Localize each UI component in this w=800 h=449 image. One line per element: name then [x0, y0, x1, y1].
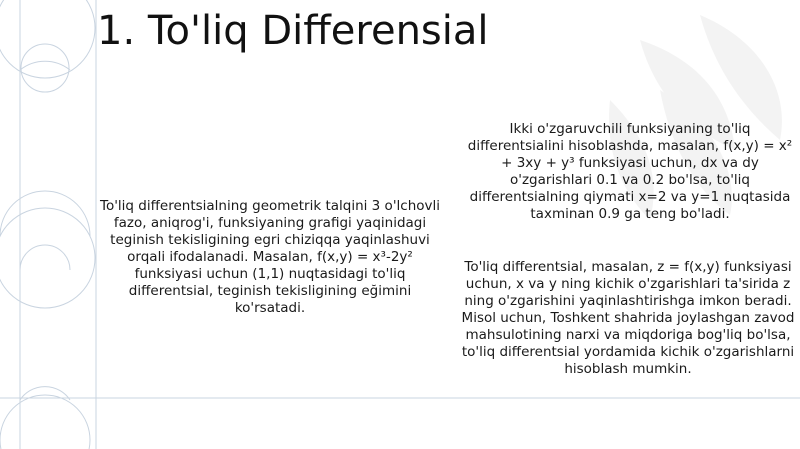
slide-title: 1. To'liq Differensial — [97, 8, 489, 54]
paragraph-geometric-interpretation: To'liq differentsialning geometrik talqini 3 o'lchovli fazo, aniqrog'i, funksiyaning grafigi yaqinidagi teginish tekisligining egri chiziqqa yaqinlashuvi orqali ifodalanadi. Masalan, f(x,y) = x³-2y² funksiyasi uchun (1,1) nuqtasidagi to'liq differentsial, teginish tekisligining eğimini ko'rsatadi. — [100, 198, 441, 316]
paragraph-application-example: To'liq differentsial, masalan, z = f(x,y) funksiyasi uchun, x va y ning kichik o'zgarishlari ta'sirida z ning o'zgarishini yaqinlashtirishga imkon beradi. Misol uchun, Toshkent shahrida joylashgan zavod mahsulotining narxi va miqdoriga bog'liq bo'lsa, to'liq differentsial yordamida kichik o'zgarishlarni hisoblash mumkin. — [461, 259, 795, 377]
paragraph-two-variable-example: Ikki o'zgaruvchili funksiyaning to'liq differentsialini hisoblashda, masalan, f(x,y) = x² + 3xy + y³ funksiyasi uchun, dx va dy o'zgarishlari 0.1 va 0.2 bo'lsa, to'liq differentsialning qiymati x=2 va y=1 nuqtasida taxminan 0.9 ga teng bo'ladi. — [467, 121, 793, 222]
